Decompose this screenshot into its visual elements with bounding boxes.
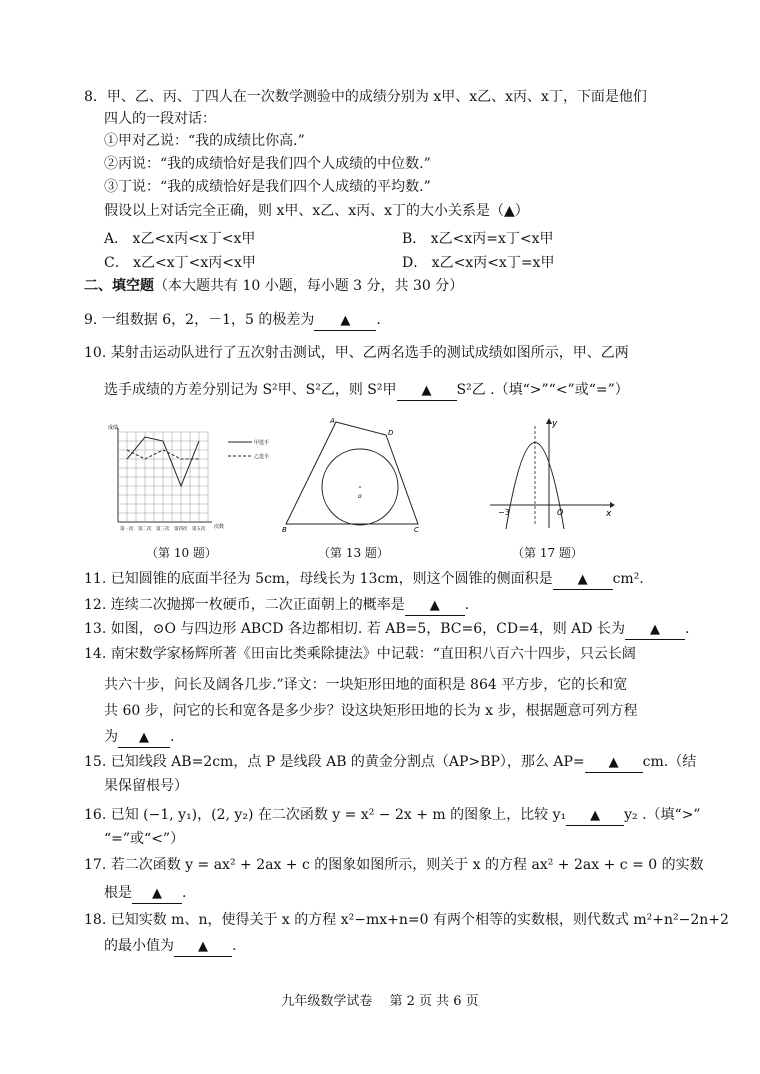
q14-line4 [104, 728, 174, 748]
section-2-note: （本大题共有 10 小题，每小题 3 分，共 30 分） [154, 278, 464, 294]
figure-13-caption: （第 13 题） [318, 546, 389, 560]
q13-answer-blank[interactable]: ▲ [625, 621, 685, 640]
figure-10-caption: （第 10 题） [146, 546, 217, 560]
q17-end: . [182, 885, 187, 901]
section-2-title: 二、填空题 [84, 278, 154, 294]
q15-end: cm.（结 [642, 754, 697, 770]
q10-line2 [104, 381, 629, 401]
q15-answer-blank[interactable]: ▲ [585, 754, 643, 773]
q10-text: 选手成绩的方差分别记为 S²甲、S²乙，则 S²甲 [104, 382, 397, 398]
q9-answer-blank[interactable]: ▲ [314, 312, 376, 331]
q16-line1 [84, 806, 701, 826]
q11 [84, 570, 644, 590]
figure-10-grid [118, 428, 212, 522]
q9-end: . [376, 312, 381, 328]
figure-10-cat-1: 第一次 [120, 527, 134, 532]
figure-10-legend-b: 乙选手 [254, 454, 270, 460]
q18-text: 的最小值为 [104, 938, 174, 954]
q11-end: cm². [612, 571, 644, 587]
q17-line2 [104, 884, 186, 904]
q14-end: . [170, 729, 175, 745]
q9-text: 9. 一组数据 6，2，－1，5 的极差为 [84, 312, 315, 328]
figure-10-legend-a: 甲选手 [254, 440, 270, 446]
q16-answer-blank[interactable]: ▲ [566, 807, 624, 826]
figure-10-cat-2: 第二次 [138, 527, 152, 532]
figure-13-quadrilateral [286, 422, 418, 524]
q12-text: 12. 连续二次抛掷一枚硬币，二次正面朝上的概率是 [84, 597, 405, 613]
q10-line1: 10. 某射击运动队进行了五次射击测试，甲、乙两名选手的测试成绩如图所示，甲、乙两 [84, 345, 629, 361]
q8-option-a: A． x乙<x丙<x丁<x甲 [104, 231, 256, 247]
q8-option-c: C． x乙<x丁<x丙<x甲 [104, 255, 256, 271]
q13 [84, 620, 689, 640]
figure-13-label-b: B [282, 526, 287, 533]
q14-text: 为 [104, 729, 118, 745]
figure-17-caption: （第 17 题） [512, 546, 583, 560]
q12-end: . [464, 597, 470, 613]
q18-line1: 18. 已知实数 m、n，使得关于 x 的方程 x²−mx+n=0 有两个相等的实数根，则代数式 m²+n²−2n+2 [84, 912, 729, 928]
figure-10-cat-5: 第五次 [192, 527, 206, 532]
figure-10-ylabel: 成绩 [108, 425, 119, 431]
q17-answer-blank[interactable]: ▲ [132, 885, 182, 904]
q8-line1: 8．甲、乙、丙、丁四人在一次数学测验中的成绩分别为 x甲、x乙、x丙、x丁，下面是他们 [84, 89, 647, 105]
q18-end: . [232, 938, 237, 954]
figure-17-label-y: y [552, 419, 558, 429]
figure-13-label-c: C [414, 526, 419, 533]
q14-line3: 共 60 步，问它的长和宽各是多少步？设这块矩形田地的长为 x 步，根据题意可列方程 [104, 703, 638, 719]
q15-line1 [84, 753, 696, 773]
q17-text: 根是 [104, 885, 132, 901]
q12-answer-blank[interactable]: ▲ [405, 597, 465, 616]
q13-end: . [684, 621, 690, 637]
figure-10-cat-4: 第四次 [174, 527, 188, 532]
q10-answer-blank[interactable]: ▲ [397, 382, 457, 401]
figure-17-label-minus3: −3 [498, 508, 510, 517]
q10-end: S²乙 .（填“>”“<”或“=”） [456, 382, 629, 398]
q8-line4: ②丙说：“我的成绩恰好是我们四个人成绩的中位数.” [104, 156, 431, 172]
figure-13-label-d: D [388, 429, 394, 437]
q8-option-d: D． x乙<x丙<x丁=x甲 [402, 255, 555, 271]
q15-line2: 果保留根号） [104, 778, 188, 794]
figure-17-parabola [486, 416, 616, 534]
q12 [84, 596, 469, 616]
q15-text: 15. 已知线段 AB=2cm，点 P 是线段 AB 的黄金分割点（AP>BP），那么 AP= [84, 754, 585, 770]
page-footer: 九年级数学试卷 第 2 页 共 6 页 [281, 994, 479, 1009]
q8-line3: ①甲对乙说：“我的成绩比你高.” [104, 133, 305, 149]
figure-17-label-origin: O [557, 508, 564, 517]
figure-13-tangent-quadrilateral [282, 415, 422, 533]
q8-line5: ③丁说：“我的成绩恰好是我们四个人成绩的平均数.” [104, 179, 431, 195]
q8-line6: 假设以上对话完全正确，则 x甲、x乙、x丙、x丁的大小关系是（▲） [104, 203, 529, 219]
q8-line2: 四人的一段对话： [104, 111, 216, 127]
figure-13-label-a: A [330, 417, 335, 425]
q8-option-b: B． x乙<x丙=x丁<x甲 [402, 231, 554, 247]
q11-answer-blank[interactable]: ▲ [553, 571, 613, 590]
q18-answer-blank[interactable]: ▲ [174, 938, 232, 957]
figure-10-line-chart [104, 420, 284, 538]
q18-line2 [104, 937, 236, 957]
q16-line2: “=”或“<”） [104, 831, 185, 847]
q14-line1: 14. 南宋数学家杨辉所著《田亩比类乘除捷法》中记载：“直田积八百六十四步，只云长阔 [84, 646, 636, 662]
figure-17-label-x: x [606, 509, 612, 519]
q16-text: 16. 已知 (−1, y₁)，(2, y₂) 在二次函数 y = x² − 2x + m 的图象上，比较 y₁ [84, 807, 567, 823]
q14-line2: 共六十步，问长及阔各几步.”译文：一块矩形田地的面积是 864 平方步，它的长和宽 [104, 677, 628, 693]
q16-end: y₂ .（填“>” [624, 807, 701, 823]
q17-line1: 17. 若二次函数 y = ax² + 2ax + c 的图象如图所示，则关于 x 的方程 ax² + 2ax + c = 0 的实数 [84, 857, 704, 873]
q14-answer-blank[interactable]: ▲ [118, 729, 170, 748]
figure-10-cat-3: 第三次 [156, 527, 170, 532]
q9 [84, 311, 381, 331]
q11-text: 11. 已知圆锥的底面半径为 5cm，母线长为 13cm，则这个圆锥的侧面积是 [84, 571, 553, 587]
section-2-header [84, 277, 463, 295]
q13-text: 13. 如图，⊙O 与四边形 ABCD 各边都相切. 若 AB=5，BC=6，CD=4，则 AD 长为 [84, 621, 625, 637]
figure-10-xlabel: 次数 [214, 524, 225, 530]
figure-13-label-o: o [358, 493, 362, 500]
